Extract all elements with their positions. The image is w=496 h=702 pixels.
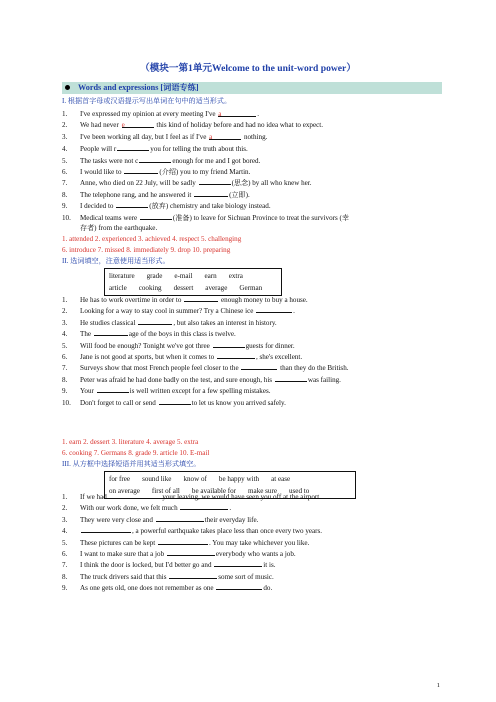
item-text: He has to work overtime in order to xyxy=(80,296,184,304)
answer-blank[interactable] xyxy=(216,583,262,590)
item-number: 6. xyxy=(62,550,68,558)
item-number: 5. xyxy=(62,538,68,547)
item-text: They were very close and xyxy=(80,515,155,524)
list-item xyxy=(62,213,442,222)
phrase-bank-item: used to xyxy=(289,487,310,495)
item-text: . xyxy=(257,110,260,118)
item-text: Surveys show that most French people feel closer to the xyxy=(80,364,241,373)
item-number: 6. xyxy=(62,353,68,361)
item-text: The truck drivers said that this xyxy=(80,572,169,581)
item-number: 9. xyxy=(62,584,68,593)
item-text: He studies classical xyxy=(80,318,138,327)
item-text: We had never xyxy=(80,121,121,130)
answer-blank[interactable] xyxy=(180,503,228,510)
item-text: Medical teams were xyxy=(80,213,139,222)
item-text: age of the boys in this class is twelve. xyxy=(128,330,236,339)
list-item xyxy=(62,178,442,187)
list-item xyxy=(62,492,442,501)
item-number: 10. xyxy=(62,398,71,407)
answer-blank[interactable] xyxy=(159,398,191,405)
item-text: I've expressed my opinion at every meeting I've xyxy=(80,110,218,118)
item-text: With our work done, we felt much xyxy=(80,504,180,513)
answer-blank[interactable] xyxy=(194,190,228,197)
phrase-bank-item: be happy with xyxy=(218,475,260,483)
list-item xyxy=(62,538,442,547)
answer-blank[interactable] xyxy=(158,538,208,545)
item-text: As one gets old, one does not remember as one xyxy=(80,584,216,593)
item-text: Your xyxy=(80,387,96,396)
answer-blank[interactable]: a xyxy=(218,110,256,117)
item-number: 3. xyxy=(62,515,68,524)
item-text: (准备) to leave for Sichuan Province to treat the survivors (幸 xyxy=(172,213,350,222)
item-text: (思念) by all who knew her. xyxy=(231,179,312,188)
answer-blank[interactable] xyxy=(110,492,160,499)
list-item-continuation: 存者) from the earthquake. xyxy=(80,224,158,232)
list-item xyxy=(62,503,442,512)
item-text: Will food be enough? Tonight we've got three xyxy=(80,341,212,350)
part-title: I. 根据首字母或汉语提示写出单词在句中的适当形式。 xyxy=(62,97,232,105)
item-text: this kind of holiday before and had no idea what to expect. xyxy=(154,121,324,130)
item-text: (放弃) chemistry and take biology instead. xyxy=(149,202,271,211)
item-text: Jane is not good at sports, but when it comes to xyxy=(80,353,216,361)
item-number: 7. xyxy=(62,561,68,570)
word-bank-item: grade xyxy=(146,272,163,280)
list-item xyxy=(62,375,442,384)
item-number: 5. xyxy=(62,156,68,165)
item-number: 7. xyxy=(62,179,68,188)
item-number: 2. xyxy=(62,504,68,513)
item-text: than they do the British. xyxy=(278,364,349,373)
answer-blank[interactable] xyxy=(139,156,171,163)
item-text: Peter was afraid he had done badly on the test, and sure enough, his xyxy=(80,375,274,384)
list-item xyxy=(62,572,442,581)
list-item xyxy=(62,156,442,165)
item-text: everybody who wants a job. xyxy=(215,550,296,558)
page-number: 1 xyxy=(436,682,440,689)
item-text: I want to make sure that a job xyxy=(80,550,166,558)
list-item xyxy=(62,341,442,350)
item-text: their everyday life. xyxy=(204,515,259,524)
word-bank-item: literature xyxy=(109,272,135,280)
item-number: 1. xyxy=(62,296,68,304)
answer-blank[interactable] xyxy=(117,144,149,151)
phrase-bank-item: sound like xyxy=(142,475,172,483)
item-text: People will r xyxy=(80,145,117,154)
answer-blank[interactable]: e xyxy=(122,121,154,128)
item-text: Anne, who died on 22 July, will be sadly xyxy=(80,179,198,188)
list-item xyxy=(62,110,442,118)
phrase-bank-item: first of all xyxy=(151,487,180,495)
list-item xyxy=(62,329,442,338)
item-text: If we had xyxy=(80,493,109,501)
item-text: enough for me and I got bored. xyxy=(172,156,261,165)
item-text: Don't forget to call or send xyxy=(80,398,158,407)
item-number: 8. xyxy=(62,190,68,199)
item-text: The tasks were not c xyxy=(80,156,139,165)
phrase-bank-item: know of xyxy=(183,475,207,483)
list-item xyxy=(62,363,442,372)
answer-blank[interactable] xyxy=(156,515,204,522)
phrase-bank-item: be available for xyxy=(191,487,237,495)
item-number: 9. xyxy=(62,387,68,396)
item-text: I've been working all day, but I feel as if I've xyxy=(80,132,209,141)
list-item xyxy=(62,201,442,210)
answer-key: 1. attended 2. experienced 3. achieved 4. respect 5. challenging xyxy=(62,235,242,243)
item-text: (立即). xyxy=(229,190,250,199)
list-item xyxy=(62,515,442,524)
word-bank-item: e-mail xyxy=(174,272,193,280)
item-number: 1. xyxy=(62,493,68,501)
item-number: 3. xyxy=(62,318,68,327)
list-item xyxy=(62,386,442,395)
answer-blank[interactable] xyxy=(217,352,255,359)
answer-blank[interactable] xyxy=(138,318,172,325)
item-text: enough money to buy a house. xyxy=(219,296,308,304)
list-item xyxy=(62,318,442,327)
list-item xyxy=(62,295,442,304)
item-text: some sort of music. xyxy=(218,572,274,581)
list-item xyxy=(62,121,442,129)
item-text: I think the door is locked, but I'd better go and xyxy=(80,561,214,570)
phrase-bank-item: for free xyxy=(109,475,131,483)
word-bank-item: dessert xyxy=(173,284,194,292)
item-text: . xyxy=(293,307,295,316)
answer-blank[interactable] xyxy=(97,386,129,393)
item-text: (介绍) you to my friend Martin. xyxy=(159,168,251,176)
answer-blank[interactable] xyxy=(213,341,245,348)
answer-blank[interactable]: a xyxy=(209,133,241,140)
answer-blank[interactable] xyxy=(275,375,307,382)
page-title: （模块一第1单元Welcome to the unit-word power） xyxy=(140,63,356,74)
list-item xyxy=(62,526,442,535)
item-number: 4. xyxy=(62,527,68,536)
item-text: to let us know you arrived safely. xyxy=(191,398,286,407)
item-text: your leaving, we would have seen you off at the airport. xyxy=(160,493,321,501)
item-text: , but also takes an interest in history. xyxy=(173,318,277,327)
item-text: nothing. xyxy=(242,132,268,141)
phrase-bank-item: on average xyxy=(109,487,140,495)
answer-blank[interactable] xyxy=(94,329,128,336)
word-bank-item: cooking xyxy=(138,284,162,292)
answer-blank[interactable] xyxy=(81,526,131,533)
list-item xyxy=(62,133,442,141)
item-text: The xyxy=(80,330,93,339)
item-text: do. xyxy=(263,584,273,593)
item-text: . You may take whichever you like. xyxy=(209,538,310,547)
phrase-bank-item: at ease xyxy=(271,475,291,483)
item-text: you for telling the truth about this. xyxy=(150,145,248,154)
word-bank-row xyxy=(109,270,277,282)
item-text: The telephone rang, and he answered it xyxy=(80,190,194,199)
item-number: 10. xyxy=(62,213,71,222)
item-number: 5. xyxy=(62,341,68,350)
answer-blank[interactable] xyxy=(116,201,148,208)
item-number: 9. xyxy=(62,202,68,211)
answer-blank[interactable] xyxy=(169,572,217,579)
item-number: 8. xyxy=(62,375,68,384)
list-item xyxy=(62,560,442,569)
list-item xyxy=(62,398,442,407)
word-bank-item: average xyxy=(205,284,228,292)
item-text: These pictures can be kept xyxy=(80,538,158,547)
word-bank-row xyxy=(109,282,277,294)
list-item xyxy=(62,583,442,592)
item-number: 1. xyxy=(62,110,68,118)
answer-blank[interactable] xyxy=(241,363,277,370)
answer-blank[interactable] xyxy=(184,295,218,302)
item-text: , a powerful earthquake takes place less than once every two years. xyxy=(132,527,323,536)
answer-key: 6. cooking 7. Germans 8. grade 9. article 10. E-mail xyxy=(62,449,210,457)
word-bank-item: extra xyxy=(228,272,243,280)
answer-blank[interactable] xyxy=(167,549,215,556)
item-text: I decided to xyxy=(80,202,116,211)
answer-blank[interactable] xyxy=(199,178,231,185)
item-number: 2. xyxy=(62,121,68,130)
part-title: II. 选词填空，注意使用适当形式。 xyxy=(62,257,170,265)
item-number: 3. xyxy=(62,132,68,141)
section-heading: Words and expressions [词语专练] xyxy=(62,82,442,94)
item-text: . xyxy=(229,504,232,513)
answer-blank[interactable] xyxy=(140,213,172,220)
list-item xyxy=(62,167,442,176)
item-text: , she's excellent. xyxy=(255,353,303,361)
list-item xyxy=(62,144,442,153)
word-bank-item: article xyxy=(109,284,127,292)
item-text: it is. xyxy=(263,561,276,570)
answer-blank[interactable] xyxy=(124,167,158,174)
phrase-bank-row xyxy=(109,473,351,485)
item-number: 4. xyxy=(62,330,68,339)
item-text: was failing. xyxy=(307,375,341,384)
phrase-bank-item: make sure xyxy=(248,487,277,495)
answer-blank[interactable] xyxy=(256,306,292,313)
item-text: guests for dinner. xyxy=(245,341,295,350)
item-number: 6. xyxy=(62,168,68,176)
item-text: I would like to xyxy=(80,168,124,176)
item-number: 2. xyxy=(62,307,68,316)
word-bank-item: earn xyxy=(204,272,217,280)
item-number: 4. xyxy=(62,145,68,154)
item-number: 7. xyxy=(62,364,68,373)
list-item xyxy=(62,306,442,315)
answer-key: 1. earn 2. dessert 3. literature 4. average 5. extra xyxy=(62,438,199,446)
part-title: III. 从方框中选择短语并用其适当形式填空。 xyxy=(62,460,201,468)
list-item xyxy=(62,190,442,199)
list-item xyxy=(62,352,442,361)
answer-blank[interactable] xyxy=(214,560,262,567)
item-text: Looking for a way to stay cool in summer? Try a Chinese ice xyxy=(80,307,256,316)
word-bank-box xyxy=(104,268,282,296)
item-number: 8. xyxy=(62,572,68,581)
bullet-icon xyxy=(65,85,70,90)
answer-key: 6. introduce 7. missed 8. immediately 9. drop 10. preparing xyxy=(62,246,231,254)
item-text: is well written except for a few spelling mistakes. xyxy=(129,387,271,396)
list-item xyxy=(62,549,442,558)
word-bank-item: German xyxy=(239,284,263,292)
